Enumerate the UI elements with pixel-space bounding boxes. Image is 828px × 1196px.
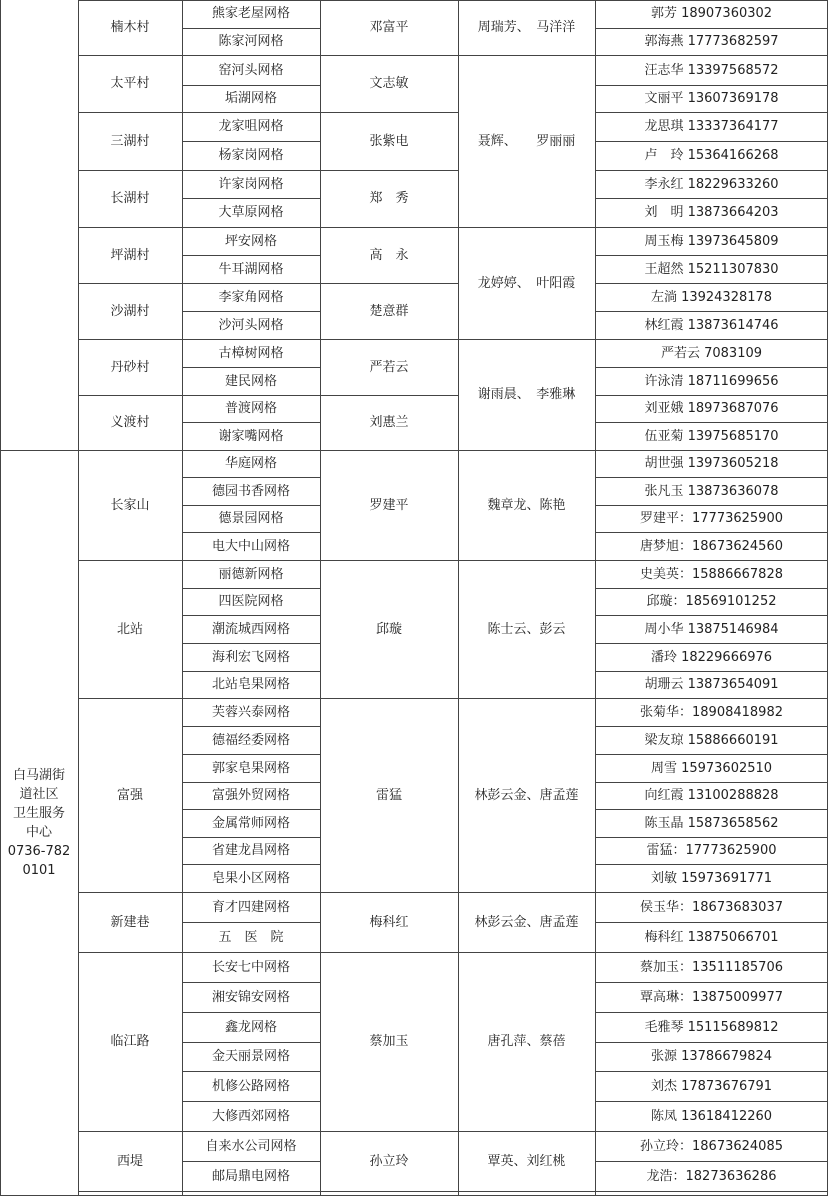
row-divider xyxy=(595,339,828,340)
row-divider xyxy=(182,112,320,113)
contact-phone: 汪志华 13397568572 xyxy=(644,62,779,78)
grid-name: 丽德新网格 xyxy=(218,566,284,582)
grid-head-name: 邱璇 xyxy=(375,621,402,637)
row-divider xyxy=(182,450,320,451)
grid-name: 北站皂果网格 xyxy=(211,677,290,692)
grid-name: 大草原网格 xyxy=(218,205,284,220)
community-name: 西堤 xyxy=(116,1153,143,1169)
row-divider xyxy=(595,560,828,561)
grid-name: 长安七中网格 xyxy=(211,959,290,975)
grid-head-name: 严若云 xyxy=(369,359,409,375)
row-divider xyxy=(595,892,828,893)
contact-phone: 刘杰 17873676791 xyxy=(650,1078,773,1094)
grid-name: 潮流城西网格 xyxy=(211,621,290,637)
grid-name: 鑫龙网格 xyxy=(224,1019,277,1035)
row-divider xyxy=(182,339,320,340)
grid-name: 电大中山网格 xyxy=(211,538,290,554)
community-name: 三湖村 xyxy=(110,133,150,149)
grid-name: 湘安锦安网格 xyxy=(211,989,290,1005)
grid-head-name: 邓富平 xyxy=(369,20,409,35)
grid-name: 皂果小区网格 xyxy=(211,870,290,886)
row-divider xyxy=(182,0,320,1)
doctor-names: 陈士云、彭云 xyxy=(487,621,566,637)
row-divider xyxy=(595,227,828,228)
contact-phone: 蔡加玉：13511185706 xyxy=(640,959,783,975)
contact-phone: 陈玉晶 15873658562 xyxy=(644,815,779,831)
grid-name: 德景园网格 xyxy=(218,511,284,526)
community-name: 坪湖村 xyxy=(110,247,150,263)
contact-phone: 刘 明 13873664203 xyxy=(644,205,779,220)
grid-name: 窑河头网格 xyxy=(218,62,284,78)
community-name: 新建巷 xyxy=(110,914,150,930)
community-name: 北站 xyxy=(116,621,143,637)
grid-name: 郭家皂果网格 xyxy=(211,760,290,776)
grid-name: 谢家嘴网格 xyxy=(218,428,284,444)
grid-name: 古樟树网格 xyxy=(218,345,284,361)
contact-phone: 张凡玉 13873636078 xyxy=(644,483,779,499)
contact-phone: 郭海燕 17773682597 xyxy=(644,33,779,49)
contact-phone: 侯玉华：18673683037 xyxy=(640,899,783,915)
row-divider xyxy=(182,892,320,893)
row-divider xyxy=(595,112,828,113)
grid-name: 芙蓉兴泰网格 xyxy=(211,704,290,720)
row-divider xyxy=(182,560,320,561)
contact-phone: 胡世强 13973605218 xyxy=(644,456,779,471)
doctor-names: 谢雨晨、 李雅琳 xyxy=(477,387,576,402)
grid-name: 自来水公司网格 xyxy=(205,1138,297,1154)
contact-phone: 周小华 13875146984 xyxy=(644,621,779,637)
community-name: 长湖村 xyxy=(110,191,150,206)
grid-head-name: 文志敏 xyxy=(369,76,409,91)
contact-phone: 王超然 15211307830 xyxy=(644,261,779,277)
contact-phone: 梁友琼 15886660191 xyxy=(644,732,779,748)
row-divider xyxy=(182,283,320,284)
row-divider xyxy=(595,0,828,1)
org-name-line: 白马湖街 xyxy=(12,768,65,783)
contact-phone: 向红霞 13100288828 xyxy=(644,788,779,803)
grid-name: 垢湖网格 xyxy=(224,91,277,106)
contact-phone: 文丽平 13607369178 xyxy=(644,91,779,106)
contact-phone: 刘亚娥 18973687076 xyxy=(644,401,779,416)
org-name-line: 卫生服务 xyxy=(12,806,65,821)
community-name: 丹砂村 xyxy=(110,359,150,375)
row-divider xyxy=(182,1191,320,1192)
row-divider xyxy=(182,952,320,953)
doctor-names: 林彭云金、唐孟莲 xyxy=(474,787,579,803)
doctor-names: 龙婷婷、 叶阳霞 xyxy=(477,275,576,291)
contact-phone: 孙立玲：18673624085 xyxy=(640,1138,783,1154)
doctor-names: 聂辉、 罗丽丽 xyxy=(477,133,576,149)
contact-phone: 郭芳 18907360302 xyxy=(650,6,773,22)
row-divider xyxy=(182,698,320,699)
grid-name: 省建龙昌网格 xyxy=(211,843,290,858)
org-name-line: 0736-782 xyxy=(7,844,71,859)
community-name: 长家山 xyxy=(110,497,150,513)
grid-name: 富强外贸网格 xyxy=(211,788,290,803)
contact-phone: 罗建平：17773625900 xyxy=(640,511,783,526)
row-divider xyxy=(595,1131,828,1132)
row-divider xyxy=(595,698,828,699)
contact-phone: 邱璇：18569101252 xyxy=(646,594,777,609)
grid-head-name: 刘惠兰 xyxy=(369,415,409,430)
community-name: 楠木村 xyxy=(110,20,150,35)
contact-phone: 唐梦旭：18673624560 xyxy=(640,538,783,554)
grid-name: 育才四建网格 xyxy=(211,899,290,915)
contact-phone: 刘敏 15973691771 xyxy=(650,870,773,886)
row-divider xyxy=(458,1191,595,1192)
contact-phone: 史美英：15886667828 xyxy=(640,566,783,582)
grid-name: 坪安网格 xyxy=(224,233,277,249)
contact-phone: 陈凤 13618412260 xyxy=(650,1108,773,1124)
contact-phone: 潘玲 18229666976 xyxy=(650,649,773,665)
contact-phone: 左淌 13924328178 xyxy=(650,289,773,305)
grid-name: 李家角网格 xyxy=(218,289,284,305)
grid-name: 德福经委网格 xyxy=(211,732,290,748)
row-divider xyxy=(595,283,828,284)
grid-name: 熊家老屋网格 xyxy=(211,6,290,22)
contact-phone: 梅科红 13875066701 xyxy=(644,929,779,945)
row-divider xyxy=(595,395,828,396)
grid-name: 邮局鼎电网格 xyxy=(211,1168,290,1184)
contact-phone: 雷猛：17773625900 xyxy=(646,843,777,858)
grid-head-name: 楚意群 xyxy=(369,303,409,319)
contact-phone: 龙思琪 13337364177 xyxy=(644,119,779,134)
grid-head-name: 郑 秀 xyxy=(369,191,409,206)
contact-phone: 许泳清 18711699656 xyxy=(644,373,779,389)
community-name: 沙湖村 xyxy=(110,303,150,319)
row-divider xyxy=(182,170,320,171)
contact-phone: 周雪 15973602510 xyxy=(650,760,773,776)
doctor-names: 唐孔萍、蔡蓓 xyxy=(487,1034,566,1049)
grid-head-name: 蔡加玉 xyxy=(369,1034,409,1049)
row-divider xyxy=(595,1191,828,1192)
doctor-names: 覃英、刘红桃 xyxy=(487,1153,566,1169)
grid-name: 机修公路网格 xyxy=(211,1078,290,1094)
contact-phone: 覃高琳：13875009977 xyxy=(640,989,783,1005)
grid-name: 四医院网格 xyxy=(218,594,284,609)
doctor-names: 周瑞芳、 马洋洋 xyxy=(477,20,576,35)
org-name-line: 中心 xyxy=(25,825,52,840)
grid-head-name: 罗建平 xyxy=(369,497,409,513)
grid-name: 牛耳湖网格 xyxy=(218,261,284,277)
contact-phone: 卢 玲 15364166268 xyxy=(644,148,779,163)
grid-head-name: 孙立玲 xyxy=(369,1153,409,1169)
contact-phone: 张菊华：18908418982 xyxy=(640,704,783,720)
org-name-line: 道社区 xyxy=(19,787,59,802)
community-name: 临江路 xyxy=(110,1034,150,1049)
grid-name: 五 医 院 xyxy=(218,929,284,945)
grid-name: 金天丽景网格 xyxy=(211,1049,290,1064)
contact-phone: 李永红 18229633260 xyxy=(644,176,779,192)
row-divider xyxy=(595,55,828,56)
doctor-names: 林彭云金、唐孟莲 xyxy=(474,914,579,930)
community-name: 太平村 xyxy=(110,76,150,91)
grid-head-name: 梅科红 xyxy=(369,914,409,930)
row-divider xyxy=(182,55,320,56)
contact-phone: 张源 13786679824 xyxy=(650,1049,773,1064)
grid-name: 普渡网格 xyxy=(224,401,277,416)
grid-name: 海利宏飞网格 xyxy=(211,649,290,665)
row-divider xyxy=(182,395,320,396)
grid-name: 华庭网格 xyxy=(224,456,277,471)
row-divider xyxy=(182,227,320,228)
contact-phone: 胡珊云 13873654091 xyxy=(644,677,779,692)
grid-name: 沙河头网格 xyxy=(218,317,284,333)
contact-phone: 周玉梅 13973645809 xyxy=(644,233,779,249)
grid-name: 大修西郊网格 xyxy=(211,1108,290,1124)
org-name-line: 0101 xyxy=(22,863,56,878)
grid-name: 龙家咀网格 xyxy=(218,119,284,134)
contact-phone: 严若云 7083109 xyxy=(660,345,763,361)
contact-phone: 林红霞 13873614746 xyxy=(644,317,779,333)
grid-name: 建民网格 xyxy=(224,373,277,389)
grid-name: 陈家河网格 xyxy=(218,33,284,49)
grid-name: 杨家岗网格 xyxy=(218,148,284,163)
community-name: 富强 xyxy=(116,787,143,803)
doctor-names: 魏章龙、陈艳 xyxy=(487,497,566,513)
grid-name: 金属常师网格 xyxy=(211,815,290,831)
org-name-cell xyxy=(0,450,78,1196)
row-divider xyxy=(182,1131,320,1132)
contact-phone: 毛雅琴 15115689812 xyxy=(644,1019,779,1035)
grid-head-name: 高 永 xyxy=(369,247,409,263)
community-name: 义渡村 xyxy=(110,415,150,430)
grid-head-name: 张紫电 xyxy=(369,133,409,149)
contact-phone: 伍亚菊 13975685170 xyxy=(644,428,779,444)
grid-name: 许家岗网格 xyxy=(218,176,284,192)
row-divider xyxy=(595,952,828,953)
row-divider xyxy=(595,450,828,451)
row-divider xyxy=(595,170,828,171)
contact-phone: 龙浩：18273636286 xyxy=(646,1168,777,1184)
grid-head-name: 雷猛 xyxy=(375,787,402,803)
grid-name: 德园书香网格 xyxy=(211,483,290,499)
